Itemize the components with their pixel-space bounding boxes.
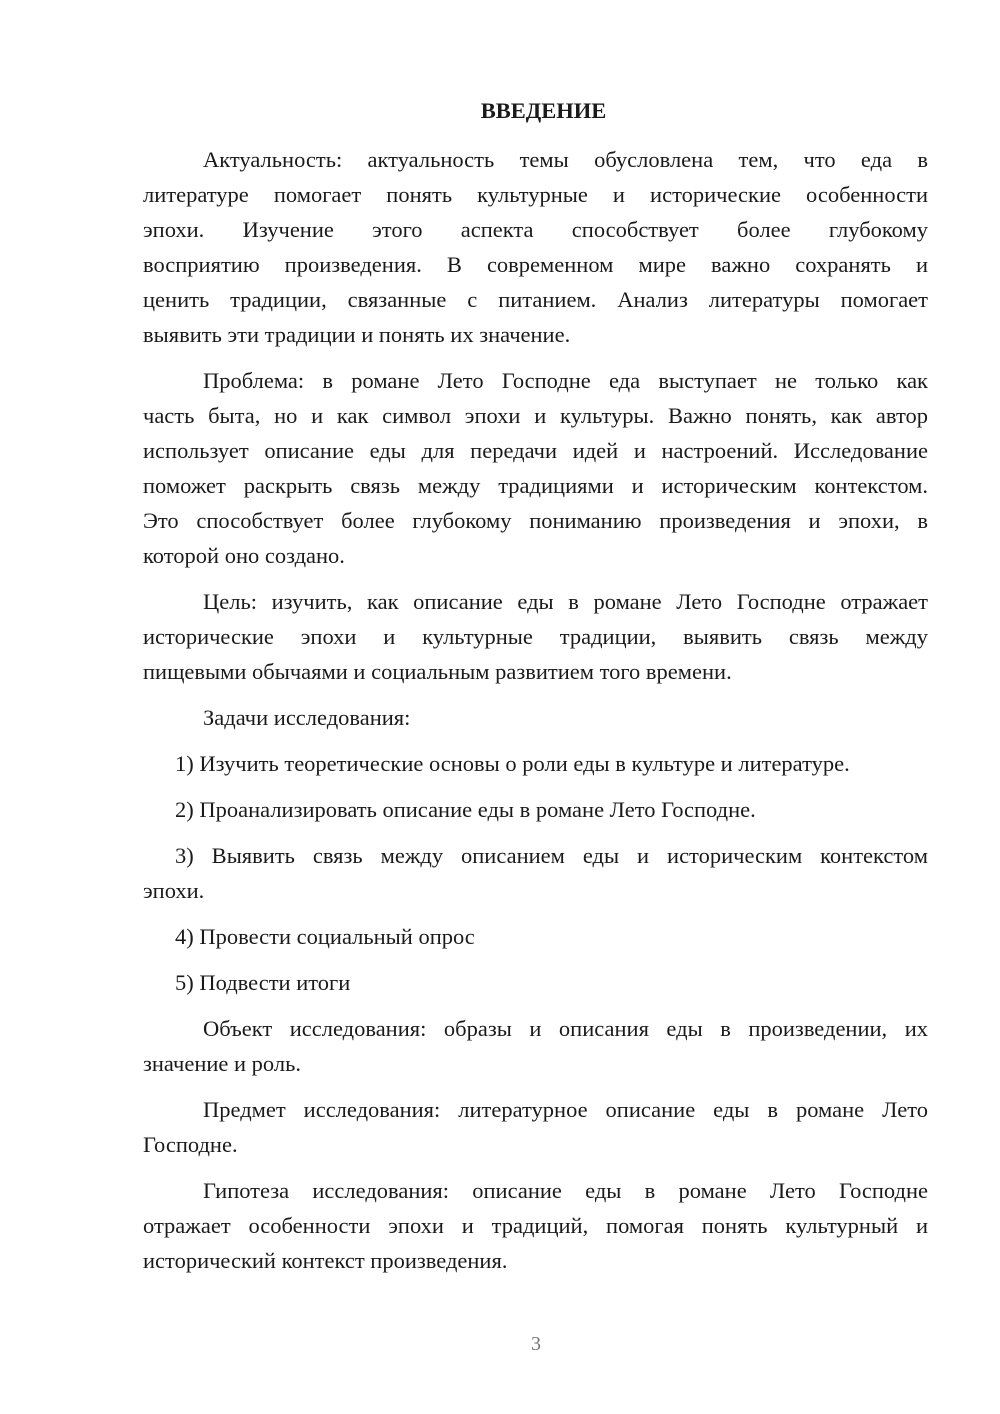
paragraph (143, 584, 928, 689)
text-line: восприятию произведения. В современном мире важно сохранять и (143, 252, 928, 277)
paragraph (143, 1092, 928, 1162)
text-line: Гипотеза исследования: описание еды в романе Лето Господне (203, 1178, 928, 1203)
paragraph (143, 700, 928, 735)
text-line: Актуальность: актуальность темы обусловлена тем, что еда в (203, 147, 928, 172)
paragraph (143, 363, 928, 573)
text-line: 1) Изучить теоретические основы о роли еды в культуре и литературе. (175, 751, 850, 776)
text-line: выявить эти традиции и понять их значение. (143, 322, 571, 347)
text-line: Проблема: в романе Лето Господне еда выступает не только как (203, 368, 928, 393)
task-list-item (143, 746, 928, 781)
text-line: значение и роль. (143, 1051, 301, 1076)
text-line: ценить традиции, связанные с питанием. Анализ литературы помогает (143, 287, 928, 312)
page-number: 3 (531, 1333, 541, 1355)
text-line: 4) Провести социальный опрос (175, 924, 475, 949)
task-list-item (143, 838, 928, 908)
paragraph (143, 1011, 928, 1081)
text-line: 5) Подвести итоги (175, 970, 351, 995)
text-line: исторический контекст произведения. (143, 1248, 508, 1273)
section-title: ВВЕДЕНИЕ (480, 98, 607, 123)
text-line: которой оно создано. (143, 543, 345, 568)
document-body (143, 142, 928, 1278)
text-line: исторические эпохи и культурные традиции, выявить связь между (143, 624, 928, 649)
text-line: поможет раскрыть связь между традициями и историческим контекстом. (143, 473, 928, 498)
text-line: отражает особенности эпохи и традиций, помогая понять культурный и (143, 1213, 928, 1238)
text-line: Цель: изучить, как описание еды в романе Лето Господне отражает (203, 589, 928, 614)
text-line: пищевыми обычаями и социальным развитием того времени. (143, 659, 732, 684)
document-page (143, 93, 928, 1278)
text-line: использует описание еды для передачи идей и настроений. Исследование (143, 438, 928, 463)
text-line: часть быта, но и как символ эпохи и культуры. Важно понять, как автор (143, 403, 928, 428)
paragraph (143, 142, 928, 352)
text-line: Предмет исследования: литературное описание еды в романе Лето (203, 1097, 928, 1122)
text-line: Господне. (143, 1132, 238, 1157)
text-line: Это способствует более глубокому пониманию произведения и эпохи, в (143, 508, 928, 533)
text-line: литературе помогает понять культурные и исторические особенности (143, 182, 928, 207)
task-list-item (143, 965, 928, 1000)
text-line: эпохи. (143, 878, 205, 903)
task-list-item (143, 919, 928, 954)
text-line: 3) Выявить связь между описанием еды и историческим контекстом (175, 843, 928, 868)
task-list-item (143, 792, 928, 827)
text-line: эпохи. Изучение этого аспекта способствует более глубокому (143, 217, 928, 242)
text-line: 2) Проанализировать описание еды в романе Лето Господне. (175, 797, 756, 822)
text-line: Задачи исследования: (203, 705, 411, 730)
paragraph (143, 1173, 928, 1278)
text-line: Объект исследования: образы и описания еды в произведении, их (203, 1016, 928, 1041)
